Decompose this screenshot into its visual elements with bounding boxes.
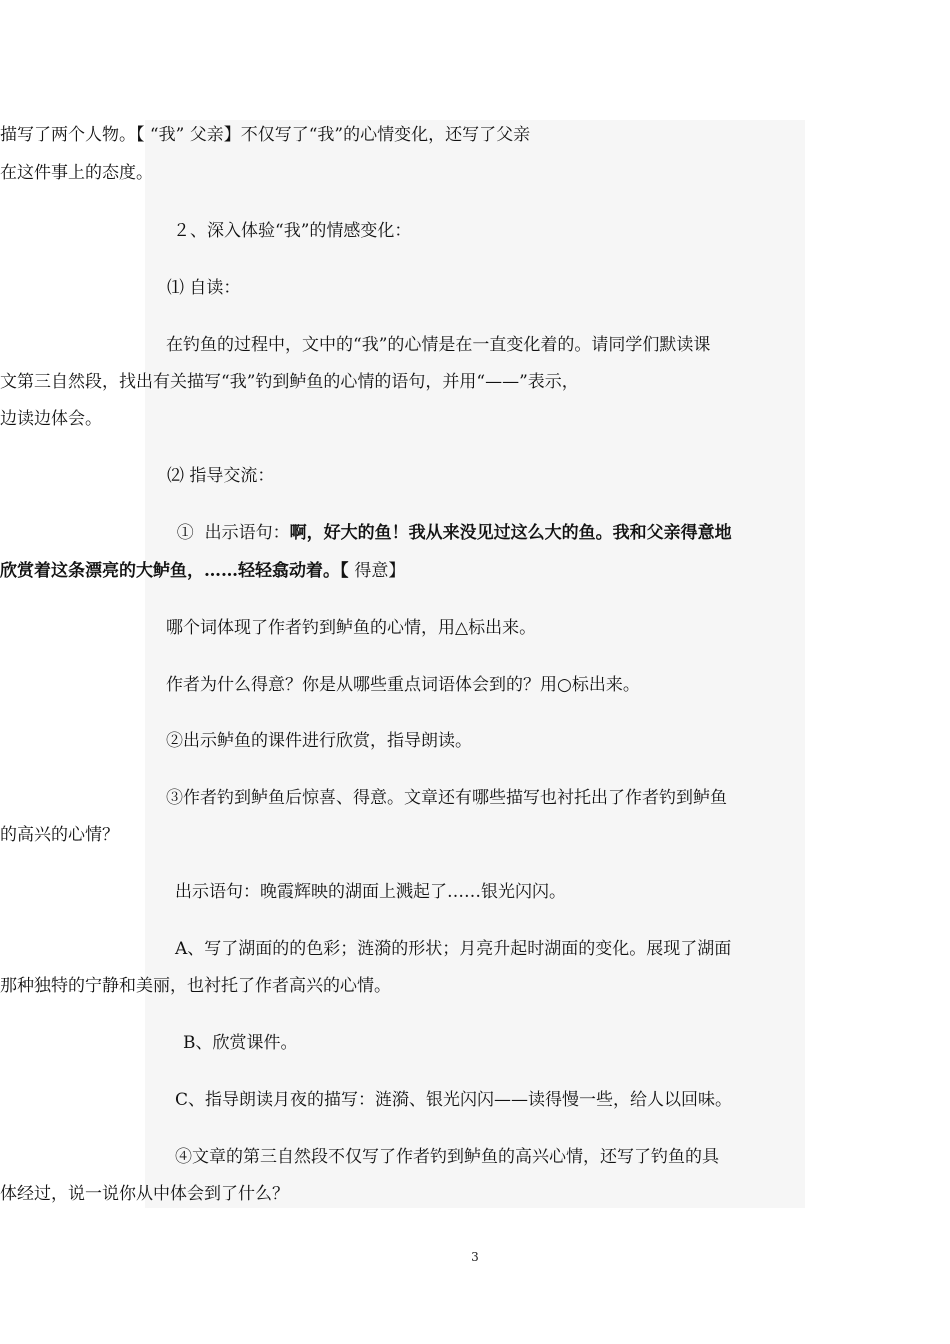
quote-prefix: ① 出示语句： <box>166 523 290 543</box>
paragraph-7: 哪个词体现了作者钓到鲈鱼的心情，用△标出来。 <box>166 618 537 638</box>
paragraph-heading-self-read: ⑴ 自读： <box>167 278 241 298</box>
page-number: 3 <box>471 1250 479 1264</box>
paragraph-12-line-1: A、写了湖面的的色彩；涟漪的形状；月亮升起时湖面的变化。展现了湖面 <box>175 939 732 959</box>
quote-bold-1: 啊，好大的鱼！我从来没见过这么大的鱼。我和父亲得意地 <box>289 523 732 543</box>
paragraph-8: 作者为什么得意？你是从哪些重点词语体会到的？用○标出来。 <box>166 675 640 695</box>
paragraph-10-line-1: ③作者钓到鲈鱼后惊喜、得意。文章还有哪些描写也衬托出了作者钓到鲈鱼 <box>166 788 727 808</box>
paragraph-heading-guide: ⑵ 指导交流： <box>167 466 275 486</box>
paragraph-4-line-1: 在钓鱼的过程中，文中的“我”的心情是在一直变化着的。请同学们默读课 <box>166 335 711 355</box>
paragraph-heading-2: ２、深入体验“我”的情感变化： <box>173 221 412 241</box>
quote-suffix: 得意】 <box>354 561 406 581</box>
paragraph-15-line-1: ④文章的第三自然段不仅写了作者钓到鲈鱼的高兴心情，还写了钓鱼的具 <box>175 1147 719 1167</box>
paragraph-9: ②出示鲈鱼的课件进行欣赏，指导朗读。 <box>166 731 472 751</box>
paragraph-13: B、欣赏课件。 <box>183 1033 298 1053</box>
paragraph-4-line-2: 文第三自然段，找出有关描写“我”钓到鲈鱼的心情的语句，并用“——”表示， <box>0 372 579 392</box>
paragraph-12-line-2: 那种独特的宁静和美丽，也衬托了作者高兴的心情。 <box>0 976 391 996</box>
paragraph-10-line-2: 的高兴的心情？ <box>0 825 119 845</box>
paragraph-1-line-1: 描写了两个人物。【 “我” 父亲】不仅写了“我”的心情变化，还写了父亲 <box>0 125 531 145</box>
paragraph-6-line-2 <box>0 553 675 589</box>
paragraph-4-line-3: 边读边体会。 <box>0 409 102 429</box>
paragraph-1-line-2: 在这件事上的态度。 <box>0 163 153 183</box>
paragraph-15-line-2: 体经过，说一说你从中体会到了什么？ <box>0 1184 289 1204</box>
paragraph-6-line-1 <box>166 515 841 551</box>
quote-bold-2: 欣赏着这条漂亮的大鲈鱼，……轻轻翕动着。【 <box>0 561 355 581</box>
paragraph-11: 出示语句：晚霞辉映的湖面上溅起了……银光闪闪。 <box>175 882 566 902</box>
paragraph-14: C、指导朗读月夜的描写：涟漪、银光闪闪——读得慢一些，给人以回味。 <box>175 1090 733 1110</box>
